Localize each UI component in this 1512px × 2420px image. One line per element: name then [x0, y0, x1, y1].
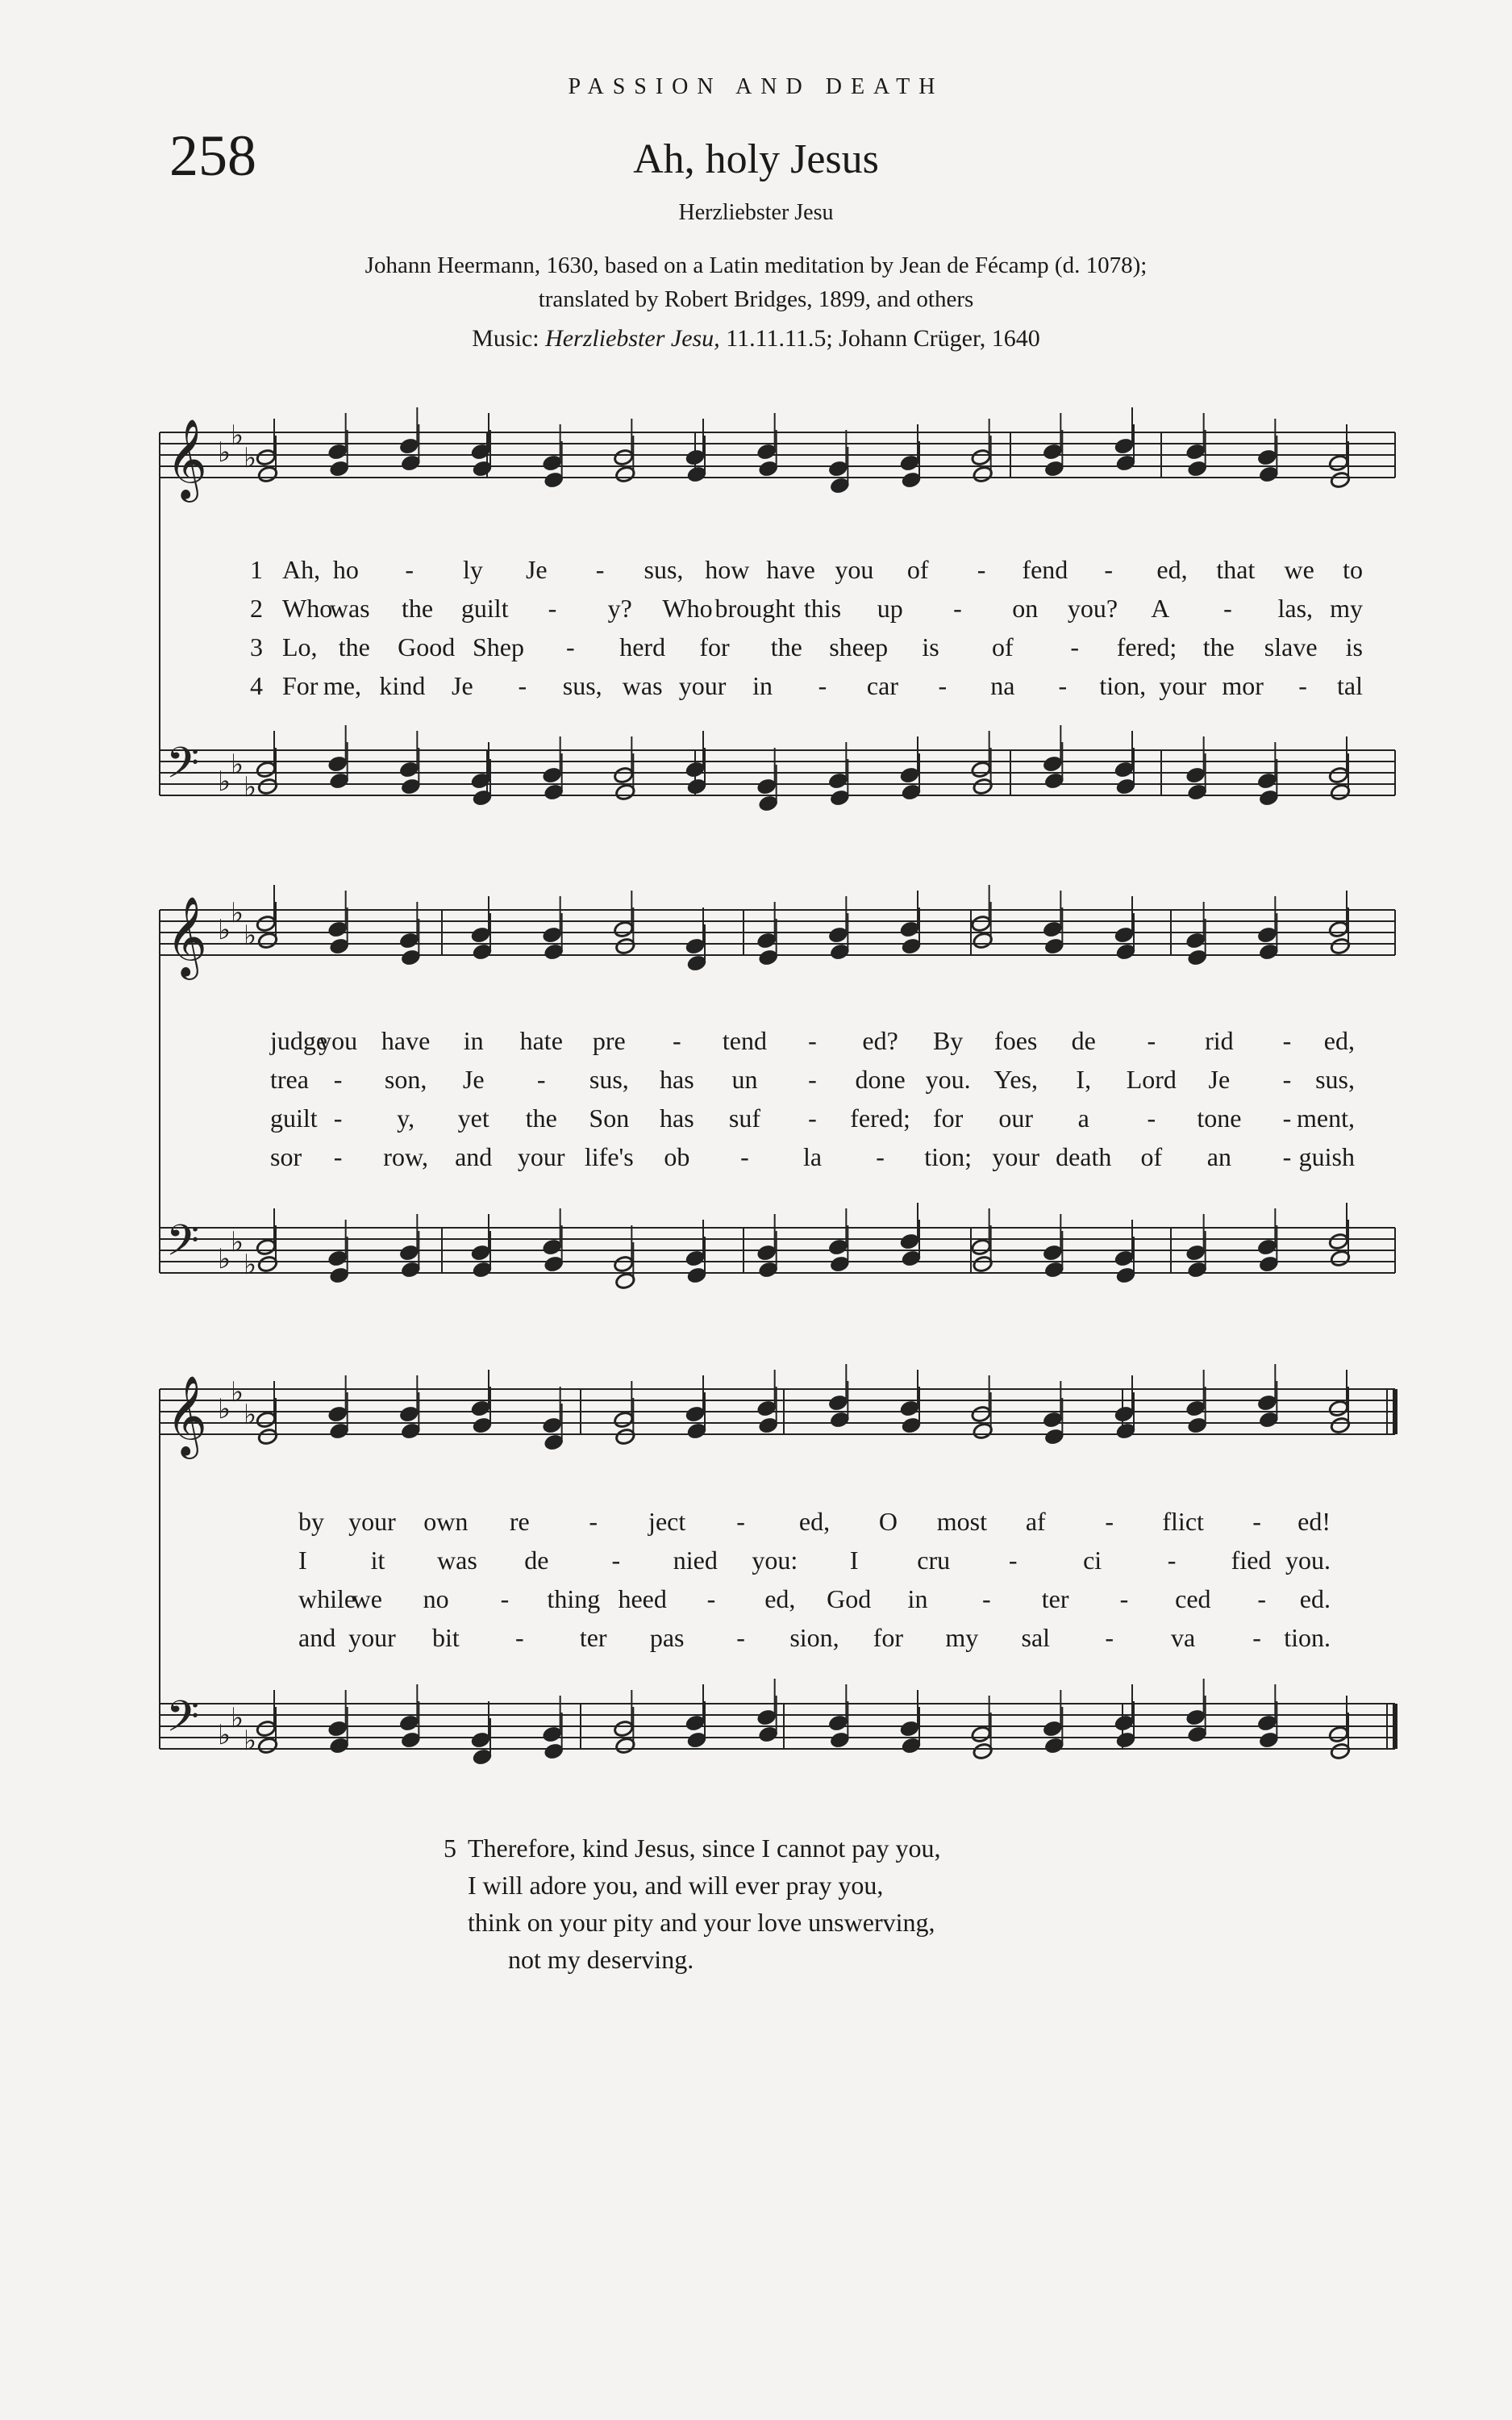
lyric-syllable: hate	[519, 1026, 563, 1055]
lyric-syllable: de	[1071, 1026, 1096, 1055]
lyric-syllable: flict	[1162, 1507, 1204, 1536]
lyric-syllable: Je	[462, 1065, 485, 1094]
lyric-syllable: the	[525, 1104, 557, 1133]
lyric-syllable: ed,	[764, 1584, 796, 1613]
lyric-syllable: y,	[397, 1104, 415, 1133]
music-meter-composer: 11.11.11.5; Johann Crüger, 1640	[719, 325, 1040, 352]
lyric-syllable: the	[401, 594, 434, 623]
lyric-syllable: yet	[457, 1104, 489, 1133]
lyric-syllable: kind	[379, 671, 426, 700]
svg-text:♭: ♭	[231, 1226, 244, 1258]
lyric-syllable: sal	[1021, 1623, 1051, 1652]
hyphen: -	[1282, 1026, 1292, 1055]
lyric-syllable: God	[827, 1584, 872, 1613]
svg-text:♭: ♭	[244, 920, 257, 952]
lyric-syllable: tion,	[1099, 671, 1147, 700]
svg-text:𝄢: 𝄢	[166, 1692, 200, 1752]
lyric-syllable: is	[1345, 632, 1363, 661]
hyphen: -	[1105, 1507, 1114, 1536]
lyric-syllable: Lord	[1126, 1065, 1177, 1094]
lyric-syllable: un	[731, 1065, 758, 1094]
lyric-syllable: ed!	[1297, 1507, 1331, 1536]
lyric-syllable: guilt	[460, 594, 509, 623]
lyric-syllable: tion.	[1284, 1623, 1331, 1652]
lyric-syllable: life's	[584, 1142, 634, 1171]
svg-text:♭: ♭	[231, 1376, 244, 1408]
lyric-syllable: an	[1206, 1142, 1231, 1171]
svg-text:♭: ♭	[218, 436, 231, 469]
lyric-syllable: va	[1171, 1623, 1196, 1652]
lyric-syllable: ed?	[862, 1026, 898, 1055]
lyric-syllable: foes	[994, 1026, 1038, 1055]
lyric-syllable: you.	[1285, 1546, 1331, 1575]
lyric-syllable: Who	[282, 594, 333, 623]
lyric-syllable: Je	[525, 555, 548, 584]
stanza-5	[444, 1830, 941, 1978]
lyric-syllable: by	[298, 1507, 324, 1536]
lyric-syllable: sion,	[789, 1623, 839, 1652]
lyric-syllable: your	[348, 1507, 396, 1536]
hyphen: -	[1070, 632, 1079, 661]
lyric-syllable: ci	[1083, 1546, 1102, 1575]
hyphen: -	[982, 1584, 991, 1613]
lyric-syllable: has	[660, 1065, 694, 1094]
svg-text:♭: ♭	[244, 1725, 257, 1757]
lyric-syllable: the	[1202, 632, 1235, 661]
svg-text:♭: ♭	[218, 1719, 231, 1751]
lyric-syllable: Shep	[473, 632, 524, 661]
music-tune-name: Herzliebster Jesu,	[545, 325, 720, 352]
svg-text:𝄞: 𝄞	[166, 896, 207, 977]
hyphen: -	[1008, 1546, 1018, 1575]
hymn-number: 258	[169, 123, 256, 188]
lyric-syllable: tend	[722, 1026, 767, 1055]
lyric-syllable: son,	[384, 1065, 427, 1094]
hyphen: -	[566, 632, 575, 661]
lyric-syllable: your	[348, 1623, 396, 1652]
lyric-syllable: how	[705, 555, 750, 584]
lyric-syllable: has	[660, 1104, 694, 1133]
hyphen: -	[1282, 1104, 1292, 1133]
lyric-syllable: sus,	[644, 555, 684, 584]
lyric-syllable: re	[509, 1507, 530, 1536]
lyric-syllable: sheep	[829, 632, 889, 661]
hyphen: -	[1058, 671, 1068, 700]
lyric-syllable: I	[849, 1546, 859, 1575]
lyric-syllable: sus,	[589, 1065, 629, 1094]
lyric-syllable: in	[463, 1026, 484, 1055]
lyric-syllable: death	[1056, 1142, 1112, 1171]
lyric-syllable: ed.	[1299, 1584, 1331, 1613]
lyric-syllable: a	[1077, 1104, 1089, 1133]
lyric-syllable: for	[932, 1104, 964, 1133]
svg-text:𝄢: 𝄢	[166, 739, 200, 799]
lyric-syllable: suf	[728, 1104, 760, 1133]
lyric-syllable: own	[423, 1507, 469, 1536]
lyric-syllable: you	[319, 1026, 358, 1055]
hyphen: -	[514, 1623, 524, 1652]
hyphen: -	[1147, 1026, 1156, 1055]
lyric-syllable: have	[381, 1026, 431, 1055]
lyric-syllable: this	[803, 594, 842, 623]
lyric-syllable: of	[906, 555, 929, 584]
lyric-line	[0, 1104, 1512, 1136]
svg-text:♭: ♭	[231, 419, 244, 452]
hyphen: -	[1223, 594, 1232, 623]
lyric-syllable: in	[752, 671, 773, 700]
hyphen: -	[1298, 671, 1307, 700]
lyric-syllable: was	[437, 1546, 477, 1575]
lyric-syllable: By	[932, 1026, 964, 1055]
svg-text:♭: ♭	[231, 897, 244, 929]
stanza-line: think on your pity and your love unswerving,	[468, 1908, 935, 1937]
credit-line-translator: translated by Robert Bridges, 1899, and others	[538, 286, 974, 312]
lyric-syllable: guish	[1298, 1142, 1355, 1171]
verse-number: 2	[250, 594, 263, 623]
lyric-syllable: we	[1284, 555, 1314, 584]
lyric-syllable: ced	[1175, 1584, 1211, 1613]
hyphen: -	[500, 1584, 510, 1613]
hyphen: -	[706, 1584, 716, 1613]
lyric-syllable: and	[455, 1142, 493, 1171]
hyphen: -	[876, 1142, 885, 1171]
lyric-syllable: ed,	[1323, 1026, 1355, 1055]
hyphen: -	[808, 1104, 817, 1133]
hyphen: -	[333, 1142, 343, 1171]
lyric-syllable: cru	[917, 1546, 951, 1575]
lyric-syllable: judge	[270, 1026, 328, 1055]
lyric-syllable: my	[945, 1623, 979, 1652]
lyric-syllable: Good	[398, 632, 456, 661]
lyric-syllable: bit	[431, 1623, 460, 1652]
hymn-title: Ah, holy Jesus	[633, 136, 879, 182]
lyric-syllable: ly	[463, 555, 483, 584]
hyphen: -	[1147, 1104, 1156, 1133]
lyric-syllable: pas	[649, 1623, 685, 1652]
lyric-syllable: no	[423, 1584, 449, 1613]
hyphen: -	[589, 1507, 598, 1536]
lyric-syllable: las,	[1277, 594, 1314, 623]
lyric-syllable: la	[802, 1142, 823, 1171]
lyric-syllable: thing	[547, 1584, 601, 1613]
lyric-syllable: of	[1140, 1142, 1163, 1171]
lyric-syllable: you?	[1067, 594, 1118, 623]
hyphen: -	[1104, 555, 1114, 584]
verse-number: 1	[250, 555, 263, 584]
running-head: PASSION AND DEATH	[568, 74, 944, 99]
hyphen: -	[611, 1546, 621, 1575]
svg-text:♭: ♭	[218, 1243, 231, 1275]
lyric-syllable: For	[282, 671, 319, 700]
lyric-syllable: mor	[1222, 671, 1264, 700]
lyric-syllable: your	[1159, 671, 1206, 700]
lyric-syllable: your	[517, 1142, 565, 1171]
stanza-number: 5	[444, 1834, 456, 1863]
lyric-line	[0, 1026, 1512, 1058]
lyric-syllable: de	[524, 1546, 549, 1575]
lyric-line	[0, 1065, 1512, 1097]
lyric-syllable: and	[298, 1623, 336, 1652]
lyric-line	[0, 1546, 1512, 1578]
lyric-syllable: na	[990, 671, 1015, 700]
lyric-syllable: was	[329, 594, 370, 623]
lyric-syllable: you	[835, 555, 874, 584]
lyric-syllable: Son	[589, 1104, 630, 1133]
lyric-syllable: af	[1025, 1507, 1046, 1536]
lyric-syllable: sor	[270, 1142, 302, 1171]
lyric-syllable: fered;	[850, 1104, 910, 1133]
lyric-syllable: your	[992, 1142, 1040, 1171]
hyphen: -	[548, 594, 557, 623]
svg-text:♭: ♭	[244, 771, 257, 803]
music-label: Music:	[472, 325, 539, 352]
lyric-syllable: in	[907, 1584, 928, 1613]
lyric-syllable: fered;	[1116, 632, 1177, 661]
hyphen: -	[333, 1065, 343, 1094]
svg-text:♭: ♭	[231, 749, 244, 781]
svg-text:𝄢: 𝄢	[166, 1216, 200, 1276]
lyric-syllable: ho	[332, 555, 359, 584]
lyric-syllable: to	[1343, 555, 1363, 584]
hyphen: -	[938, 671, 948, 700]
lyric-syllable: we	[352, 1584, 382, 1613]
lyric-syllable: that	[1216, 555, 1256, 584]
lyric-syllable: rid	[1205, 1026, 1234, 1055]
hyphen: -	[673, 1026, 681, 1055]
lyric-syllable: tone	[1197, 1104, 1242, 1133]
lyric-syllable: it	[370, 1546, 385, 1575]
lyric-syllable: was	[622, 671, 663, 700]
lyric-syllable: Je	[452, 671, 473, 700]
hyphen: -	[595, 555, 605, 584]
tune-subtitle: Herzliebster Jesu	[678, 200, 834, 225]
lyric-line	[0, 632, 1512, 665]
stanza-line: Therefore, kind Jesus, since I cannot pay you,	[468, 1834, 941, 1863]
lyric-syllable: tion;	[924, 1142, 972, 1171]
lyric-syllable: up	[877, 594, 903, 623]
svg-text:♭: ♭	[244, 1249, 257, 1281]
lyric-syllable: slave	[1264, 632, 1318, 661]
lyric-syllable: Ah,	[282, 555, 321, 584]
hyphen: -	[1105, 1623, 1114, 1652]
stanza-line: not my deserving.	[508, 1945, 694, 1974]
lyric-syllable: most	[936, 1507, 987, 1536]
lyric-line	[0, 594, 1512, 626]
lyric-syllable: A	[1151, 594, 1170, 623]
lyric-syllable: sus,	[562, 671, 602, 700]
lyric-line	[0, 671, 1512, 703]
hyphen: -	[736, 1507, 745, 1536]
lyric-syllable: is	[922, 632, 939, 661]
lyric-syllable: done	[855, 1065, 906, 1094]
lyric-syllable: our	[998, 1104, 1034, 1133]
svg-text:♭: ♭	[244, 1399, 257, 1431]
lyric-syllable: while	[298, 1584, 356, 1613]
lyric-syllable: Lo,	[282, 632, 318, 661]
stanza-line: I will adore you, and will ever pray you,	[468, 1871, 884, 1900]
svg-text:♭: ♭	[218, 914, 231, 946]
lyric-syllable: I	[298, 1546, 307, 1575]
svg-text:♭: ♭	[218, 1393, 231, 1425]
lyric-syllable: for	[873, 1623, 904, 1652]
hyphen: -	[405, 555, 414, 584]
lyric-syllable: brought	[714, 594, 796, 623]
lyric-syllable: ob	[664, 1142, 690, 1171]
hyphen: -	[1282, 1065, 1292, 1094]
hyphen: -	[333, 1104, 343, 1133]
hyphen: -	[1257, 1584, 1266, 1613]
lyric-syllable: your	[678, 671, 727, 700]
hyphen: -	[1167, 1546, 1177, 1575]
credit-line-author: Johann Heermann, 1630, based on a Latin meditation by Jean de Fécamp (d. 1078);	[364, 252, 1148, 278]
hyphen: -	[818, 671, 827, 700]
lyric-syllable: ment,	[1297, 1104, 1355, 1133]
lyric-syllable: O	[878, 1507, 898, 1536]
lyric-syllable: y?	[607, 594, 632, 623]
lyric-syllable: the	[770, 632, 802, 661]
lyric-syllable: have	[766, 555, 815, 584]
svg-text:𝄞: 𝄞	[166, 419, 207, 499]
lyric-syllable: pre	[592, 1026, 626, 1055]
lyric-syllable: ter	[1041, 1584, 1069, 1613]
lyric-syllable: Je	[1208, 1065, 1231, 1094]
lyric-syllable: row,	[383, 1142, 428, 1171]
lyric-line	[0, 1584, 1512, 1617]
hyphen: -	[808, 1026, 817, 1055]
svg-text:♭: ♭	[218, 766, 231, 798]
lyric-line	[0, 1142, 1512, 1175]
lyric-syllable: fied	[1231, 1546, 1272, 1575]
lyric-syllable: ject	[648, 1507, 686, 1536]
hyphen: -	[1282, 1142, 1292, 1171]
lyric-syllable: the	[338, 632, 370, 661]
lyric-syllable: heed	[618, 1584, 667, 1613]
svg-text:♭: ♭	[231, 1702, 244, 1734]
hyphen: -	[953, 594, 962, 623]
lyric-syllable: on	[1012, 594, 1039, 623]
hyphen: -	[740, 1142, 749, 1171]
lyric-syllable: Who	[662, 594, 713, 623]
hyphen: -	[1119, 1584, 1129, 1613]
hyphen: -	[736, 1623, 745, 1652]
hyphen: -	[1252, 1623, 1261, 1652]
lyric-syllable: guilt	[270, 1104, 318, 1133]
lyric-syllable: you.	[925, 1065, 971, 1094]
lyric-syllable: car	[866, 671, 898, 700]
lyric-syllable: of	[992, 632, 1014, 661]
hyphen: -	[536, 1065, 546, 1094]
lyric-syllable: ed,	[1156, 555, 1188, 584]
lyric-syllable: ter	[579, 1623, 607, 1652]
svg-text:𝄞: 𝄞	[166, 1375, 207, 1456]
lyric-syllable: my	[1330, 594, 1363, 623]
lyric-syllable: I,	[1076, 1065, 1092, 1094]
lyric-syllable: nied	[673, 1546, 718, 1575]
verse-number: 4	[250, 671, 263, 700]
lyric-line	[0, 1507, 1512, 1539]
lyric-syllable: for	[699, 632, 730, 661]
verse-number: 3	[250, 632, 263, 661]
lyric-syllable: ed,	[798, 1507, 831, 1536]
lyric-line	[0, 555, 1512, 587]
lyric-syllable: Yes,	[993, 1065, 1038, 1094]
hyphen: -	[518, 671, 527, 700]
lyric-syllable: you:	[752, 1546, 798, 1575]
lyric-syllable: fend	[1022, 555, 1068, 584]
hyphen: -	[808, 1065, 817, 1094]
lyric-syllable: sus,	[1315, 1065, 1355, 1094]
lyric-syllable: herd	[619, 632, 666, 661]
lyric-syllable: tal	[1337, 671, 1363, 700]
lyric-syllable: trea	[270, 1065, 309, 1094]
hyphen: -	[1252, 1507, 1261, 1536]
lyric-line	[0, 1623, 1512, 1655]
svg-text:♭: ♭	[244, 442, 257, 474]
lyric-syllable: me,	[323, 671, 361, 700]
hyphen: -	[977, 555, 986, 584]
